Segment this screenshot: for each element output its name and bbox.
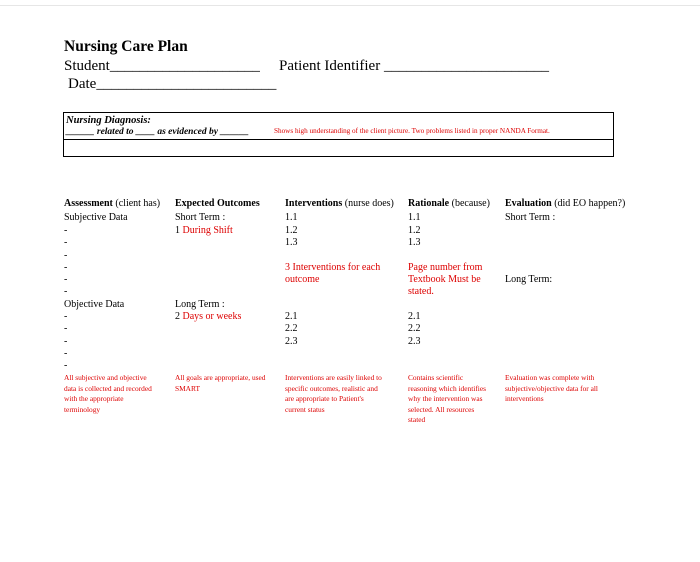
rationale-criteria: Contains scientific reasoning which identifies why the intervention was selected. All resources stated xyxy=(408,373,486,424)
student-blank: ____________________ xyxy=(109,58,260,74)
rationale-note-line: Textbook Must be xyxy=(408,274,481,285)
patient-identifier-field[interactable] xyxy=(279,58,549,75)
subjective-bullet: - xyxy=(64,262,68,273)
patient-identifier-blank: ______________________ xyxy=(383,58,549,74)
long-term-outcome: 2 Days or weeks xyxy=(175,311,242,322)
nursing-diagnosis-box xyxy=(63,112,614,157)
rationale-item: 2.3 xyxy=(408,336,421,347)
column-header-assessment: Assessment (client has) xyxy=(64,198,161,209)
intervention-item: 2.1 xyxy=(285,311,298,322)
subjective-bullet: - xyxy=(64,237,68,248)
rationale-item: 2.1 xyxy=(408,311,421,322)
diagnosis-blank-3[interactable]: ______ xyxy=(220,127,249,137)
nursing-diagnosis-format xyxy=(66,127,249,137)
interventions-note-line: outcome xyxy=(285,274,320,285)
rationale-item: 1.1 xyxy=(408,212,421,223)
evaluation-long-term-label: Long Term: xyxy=(505,274,553,285)
intervention-item: 1.3 xyxy=(285,237,298,248)
interventions-note-line: 3 Interventions for each xyxy=(285,262,381,273)
diagnosis-criteria-note: Shows high understanding of the client picture. Two problems listed in proper NANDA Format. xyxy=(274,127,550,135)
objective-bullet: - xyxy=(64,323,68,334)
date-field[interactable] xyxy=(68,76,276,93)
subjective-data-label: Subjective Data xyxy=(64,212,128,223)
rationale-item: 2.2 xyxy=(408,323,421,334)
subjective-bullet: - xyxy=(64,274,68,285)
objective-bullet: - xyxy=(64,311,68,322)
related-to-label: related to xyxy=(96,127,134,137)
rationale-item: 1.2 xyxy=(408,225,421,236)
nursing-diagnosis-title: Nursing Diagnosis: xyxy=(66,115,151,126)
short-term-outcome-label: Short Term : xyxy=(175,212,226,223)
interventions-criteria: Interventions are easily linked to specific outcomes, realistic and are appropriate to Patient's current status xyxy=(285,373,382,414)
diagnosis-blank-2[interactable]: ____ xyxy=(135,127,155,137)
student-field[interactable] xyxy=(64,58,260,75)
short-term-outcome: 1 During Shift xyxy=(175,225,233,236)
evaluation-criteria: Evaluation was complete with subjective/objective data for all interventions xyxy=(505,373,598,403)
objective-bullet: - xyxy=(64,360,68,371)
column-header-interventions: Interventions (nurse does) xyxy=(285,198,394,209)
column-header-evaluation: Evaluation (did EO happen?) xyxy=(505,198,626,209)
rationale-note-line: stated. xyxy=(408,286,434,297)
date-blank: ________________________ xyxy=(96,76,277,92)
diagnosis-box-divider xyxy=(64,139,613,140)
objective-bullet: - xyxy=(64,348,68,359)
diagnosis-blank-1[interactable]: ______ xyxy=(66,127,95,137)
intervention-item: 2.2 xyxy=(285,323,298,334)
subjective-bullet: - xyxy=(64,286,68,297)
rationale-note-line: Page number from xyxy=(408,262,483,273)
page-title: Nursing Care Plan xyxy=(64,38,188,55)
objective-data-label: Objective Data xyxy=(64,299,125,310)
evidenced-by-label: as evidenced by xyxy=(157,127,218,137)
column-header-rationale: Rationale (because) xyxy=(408,198,490,209)
objective-bullet: - xyxy=(64,336,68,347)
intervention-item: 2.3 xyxy=(285,336,298,347)
long-term-outcome-label: Long Term : xyxy=(175,299,225,310)
top-divider xyxy=(0,5,700,6)
column-header-expected-outcomes: Expected Outcomes xyxy=(175,198,260,209)
subjective-bullet: - xyxy=(64,250,68,261)
student-label: Student xyxy=(64,58,110,74)
patient-identifier-label: Patient Identifier xyxy=(279,58,381,74)
evaluation-short-term-label: Short Term : xyxy=(505,212,556,223)
rationale-item: 1.3 xyxy=(408,237,421,248)
outcomes-criteria: All goals are appropriate, used SMART xyxy=(175,373,266,393)
assessment-criteria: All subjective and objective data is collected and recorded with the appropriate terminology xyxy=(64,373,152,414)
intervention-item: 1.2 xyxy=(285,225,298,236)
intervention-item: 1.1 xyxy=(285,212,298,223)
subjective-bullet: - xyxy=(64,225,68,236)
date-label: Date xyxy=(68,76,97,92)
